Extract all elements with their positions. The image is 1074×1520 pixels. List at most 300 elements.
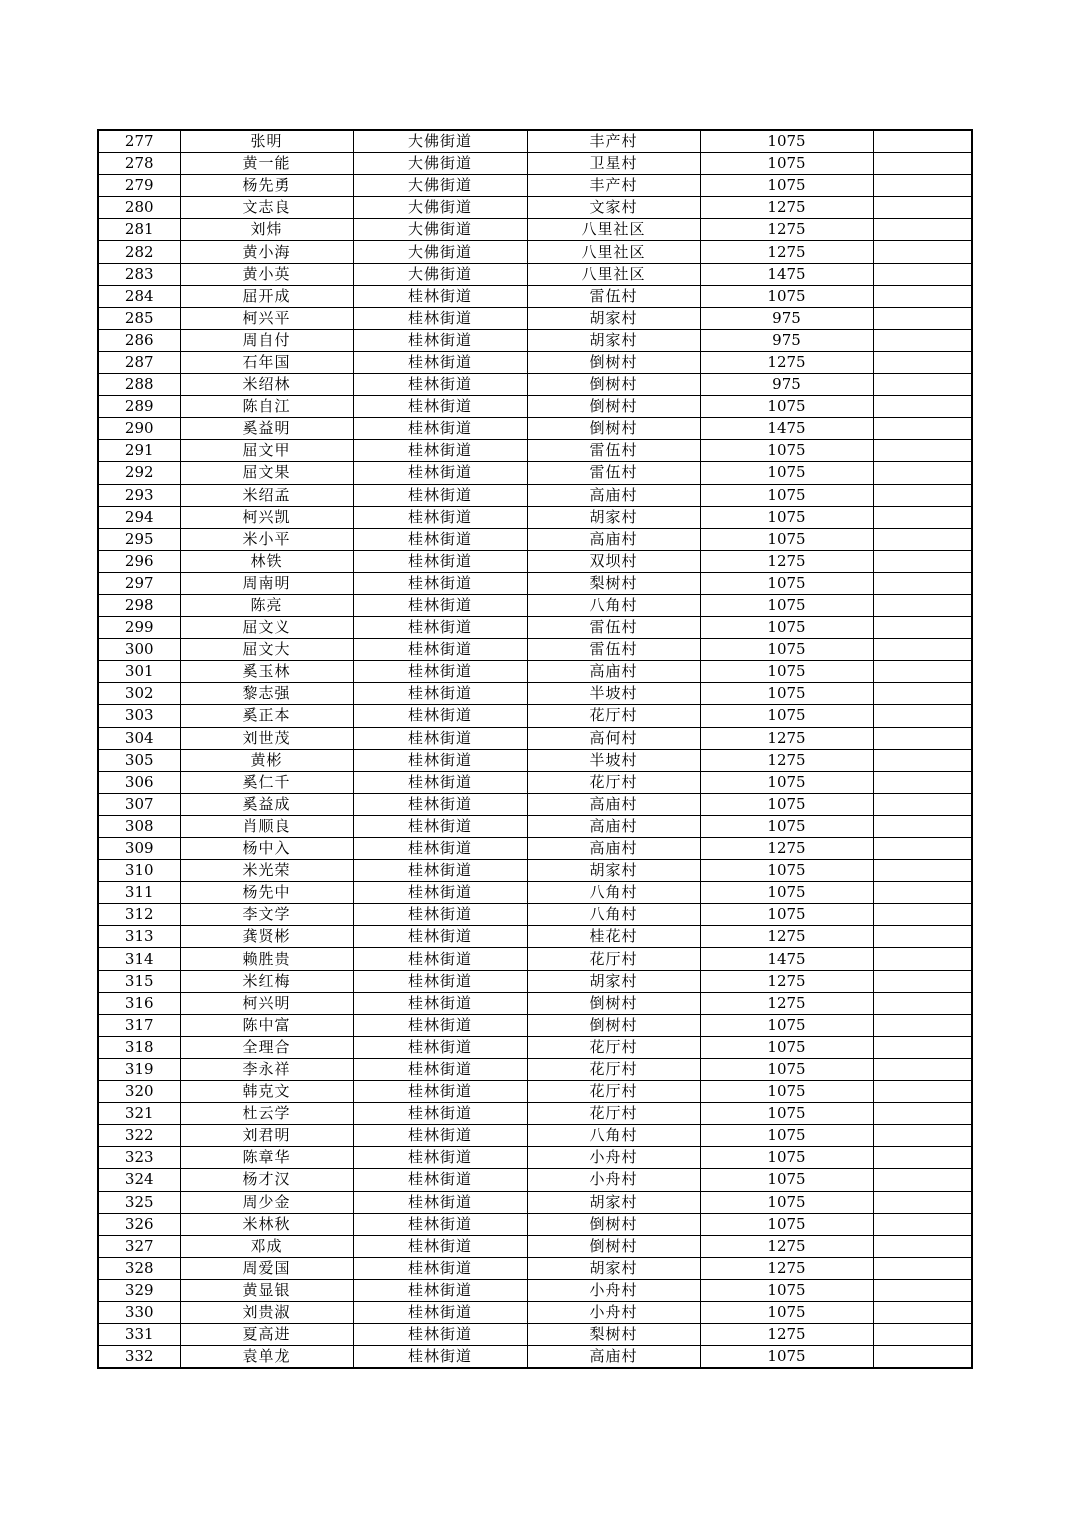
- street-cell: 大佛街道: [353, 219, 527, 241]
- row-number-cell: 327: [98, 1235, 180, 1257]
- row-number-cell: 290: [98, 418, 180, 440]
- person-name-cell: 周自付: [180, 329, 353, 351]
- remark-cell: [873, 793, 972, 815]
- person-name-cell: 李文学: [180, 904, 353, 926]
- person-name-cell: 屈开成: [180, 285, 353, 307]
- table-row: [98, 285, 972, 307]
- street-cell: 桂林街道: [353, 1103, 527, 1125]
- row-number-cell: 288: [98, 374, 180, 396]
- street-cell: 桂林街道: [353, 948, 527, 970]
- street-cell: 大佛街道: [353, 153, 527, 175]
- remark-cell: [873, 594, 972, 616]
- remark-cell: [873, 197, 972, 219]
- table-row: [98, 241, 972, 263]
- remark-cell: [873, 815, 972, 837]
- amount-cell: 1075: [700, 1191, 873, 1213]
- table-row: [98, 749, 972, 771]
- street-cell: 桂林街道: [353, 661, 527, 683]
- person-name-cell: 柯兴凯: [180, 506, 353, 528]
- table-row: [98, 815, 972, 837]
- person-name-cell: 屈文义: [180, 617, 353, 639]
- person-name-cell: 米小平: [180, 528, 353, 550]
- row-number-cell: 297: [98, 572, 180, 594]
- row-number-cell: 295: [98, 528, 180, 550]
- person-name-cell: 陈中富: [180, 1014, 353, 1036]
- table-row: [98, 506, 972, 528]
- row-number-cell: 322: [98, 1125, 180, 1147]
- row-number-cell: 316: [98, 992, 180, 1014]
- village-cell: 倒树村: [527, 418, 700, 440]
- amount-cell: 1075: [700, 396, 873, 418]
- person-name-cell: 黎志强: [180, 683, 353, 705]
- amount-cell: 1075: [700, 683, 873, 705]
- street-cell: 桂林街道: [353, 860, 527, 882]
- village-cell: 高庙村: [527, 1346, 700, 1369]
- table-row: [98, 175, 972, 197]
- village-cell: 文家村: [527, 197, 700, 219]
- row-number-cell: 292: [98, 462, 180, 484]
- village-cell: 倒树村: [527, 1235, 700, 1257]
- village-cell: 小舟村: [527, 1279, 700, 1301]
- village-cell: 花厅村: [527, 705, 700, 727]
- table-row: [98, 528, 972, 550]
- street-cell: 桂林街道: [353, 793, 527, 815]
- row-number-cell: 286: [98, 329, 180, 351]
- street-cell: 桂林街道: [353, 749, 527, 771]
- person-name-cell: 周少金: [180, 1191, 353, 1213]
- person-name-cell: 屈文果: [180, 462, 353, 484]
- table-row: [98, 1147, 972, 1169]
- row-number-cell: 293: [98, 484, 180, 506]
- street-cell: 桂林街道: [353, 882, 527, 904]
- street-cell: 桂林街道: [353, 1235, 527, 1257]
- remark-cell: [873, 683, 972, 705]
- person-name-cell: 袁单龙: [180, 1346, 353, 1369]
- remark-cell: [873, 948, 972, 970]
- row-number-cell: 304: [98, 727, 180, 749]
- village-cell: 倒树村: [527, 1014, 700, 1036]
- remark-cell: [873, 440, 972, 462]
- street-cell: 桂林街道: [353, 1324, 527, 1346]
- amount-cell: 1075: [700, 594, 873, 616]
- table-row: [98, 374, 972, 396]
- row-number-cell: 291: [98, 440, 180, 462]
- amount-cell: 1075: [700, 175, 873, 197]
- street-cell: 桂林街道: [353, 1014, 527, 1036]
- remark-cell: [873, 1257, 972, 1279]
- amount-cell: 1075: [700, 572, 873, 594]
- table-row: [98, 1036, 972, 1058]
- village-cell: 半坡村: [527, 749, 700, 771]
- remark-cell: [873, 506, 972, 528]
- amount-cell: 1075: [700, 1346, 873, 1369]
- street-cell: 桂林街道: [353, 1301, 527, 1323]
- person-name-cell: 柯兴明: [180, 992, 353, 1014]
- person-name-cell: 米绍孟: [180, 484, 353, 506]
- person-name-cell: 龚贤彬: [180, 926, 353, 948]
- amount-cell: 1075: [700, 1058, 873, 1080]
- village-cell: 八里社区: [527, 219, 700, 241]
- remark-cell: [873, 970, 972, 992]
- row-number-cell: 331: [98, 1324, 180, 1346]
- amount-cell: 1075: [700, 882, 873, 904]
- table-row: [98, 683, 972, 705]
- village-cell: 胡家村: [527, 970, 700, 992]
- street-cell: 桂林街道: [353, 418, 527, 440]
- street-cell: 大佛街道: [353, 197, 527, 219]
- table-row: [98, 882, 972, 904]
- village-cell: 倒树村: [527, 1213, 700, 1235]
- table-row: [98, 130, 972, 153]
- street-cell: 桂林街道: [353, 285, 527, 307]
- street-cell: 桂林街道: [353, 484, 527, 506]
- street-cell: 桂林街道: [353, 1279, 527, 1301]
- person-name-cell: 陈自江: [180, 396, 353, 418]
- village-cell: 高何村: [527, 727, 700, 749]
- table-row: [98, 1279, 972, 1301]
- remark-cell: [873, 1036, 972, 1058]
- amount-cell: 1075: [700, 860, 873, 882]
- street-cell: 桂林街道: [353, 374, 527, 396]
- village-cell: 高庙村: [527, 838, 700, 860]
- person-name-cell: 奚益成: [180, 793, 353, 815]
- person-name-cell: 韩克文: [180, 1081, 353, 1103]
- street-cell: 桂林街道: [353, 572, 527, 594]
- person-name-cell: 黄一能: [180, 153, 353, 175]
- village-cell: 高庙村: [527, 484, 700, 506]
- remark-cell: [873, 263, 972, 285]
- row-number-cell: 299: [98, 617, 180, 639]
- remark-cell: [873, 1235, 972, 1257]
- village-cell: 八角村: [527, 882, 700, 904]
- person-name-cell: 周南明: [180, 572, 353, 594]
- amount-cell: 1075: [700, 1125, 873, 1147]
- table-row: [98, 1014, 972, 1036]
- village-cell: 花厅村: [527, 1036, 700, 1058]
- person-name-cell: 邓成: [180, 1235, 353, 1257]
- remark-cell: [873, 617, 972, 639]
- row-number-cell: 285: [98, 307, 180, 329]
- street-cell: 桂林街道: [353, 1036, 527, 1058]
- street-cell: 桂林街道: [353, 1147, 527, 1169]
- street-cell: 桂林街道: [353, 1191, 527, 1213]
- person-name-cell: 柯兴平: [180, 307, 353, 329]
- village-cell: 小舟村: [527, 1169, 700, 1191]
- row-number-cell: 300: [98, 639, 180, 661]
- amount-cell: 1275: [700, 992, 873, 1014]
- remark-cell: [873, 418, 972, 440]
- street-cell: 大佛街道: [353, 130, 527, 153]
- row-number-cell: 324: [98, 1169, 180, 1191]
- amount-cell: 1475: [700, 263, 873, 285]
- row-number-cell: 329: [98, 1279, 180, 1301]
- row-number-cell: 314: [98, 948, 180, 970]
- remark-cell: [873, 153, 972, 175]
- amount-cell: 1275: [700, 1324, 873, 1346]
- row-number-cell: 323: [98, 1147, 180, 1169]
- street-cell: 桂林街道: [353, 506, 527, 528]
- table-row: [98, 197, 972, 219]
- person-name-cell: 奚益明: [180, 418, 353, 440]
- table-row: [98, 594, 972, 616]
- row-number-cell: 311: [98, 882, 180, 904]
- remark-cell: [873, 285, 972, 307]
- amount-cell: 1275: [700, 749, 873, 771]
- row-number-cell: 328: [98, 1257, 180, 1279]
- person-name-cell: 奚玉林: [180, 661, 353, 683]
- village-cell: 胡家村: [527, 1257, 700, 1279]
- row-number-cell: 315: [98, 970, 180, 992]
- village-cell: 倒树村: [527, 351, 700, 373]
- amount-cell: 1275: [700, 970, 873, 992]
- table-row: [98, 1324, 972, 1346]
- amount-cell: 1075: [700, 506, 873, 528]
- row-number-cell: 305: [98, 749, 180, 771]
- person-name-cell: 黄小海: [180, 241, 353, 263]
- row-number-cell: 280: [98, 197, 180, 219]
- table-row: [98, 904, 972, 926]
- village-cell: 丰产村: [527, 130, 700, 153]
- row-number-cell: 330: [98, 1301, 180, 1323]
- person-name-cell: 文志良: [180, 197, 353, 219]
- row-number-cell: 307: [98, 793, 180, 815]
- person-name-cell: 杨先中: [180, 882, 353, 904]
- village-cell: 胡家村: [527, 860, 700, 882]
- amount-cell: 1475: [700, 948, 873, 970]
- table-row: [98, 263, 972, 285]
- remark-cell: [873, 727, 972, 749]
- remark-cell: [873, 219, 972, 241]
- village-cell: 胡家村: [527, 307, 700, 329]
- amount-cell: 975: [700, 374, 873, 396]
- person-name-cell: 刘世茂: [180, 727, 353, 749]
- table-row: [98, 572, 972, 594]
- remark-cell: [873, 749, 972, 771]
- remark-cell: [873, 572, 972, 594]
- remark-cell: [873, 771, 972, 793]
- table-row: [98, 1346, 972, 1369]
- person-name-cell: 全理合: [180, 1036, 353, 1058]
- table-row: [98, 1191, 972, 1213]
- street-cell: 桂林街道: [353, 440, 527, 462]
- amount-cell: 975: [700, 307, 873, 329]
- street-cell: 桂林街道: [353, 771, 527, 793]
- amount-cell: 1075: [700, 1103, 873, 1125]
- amount-cell: 1075: [700, 528, 873, 550]
- person-name-cell: 陈亮: [180, 594, 353, 616]
- amount-cell: 1275: [700, 197, 873, 219]
- street-cell: 桂林街道: [353, 992, 527, 1014]
- person-name-cell: 米红梅: [180, 970, 353, 992]
- village-cell: 梨树村: [527, 572, 700, 594]
- remark-cell: [873, 528, 972, 550]
- row-number-cell: 296: [98, 550, 180, 572]
- remark-cell: [873, 374, 972, 396]
- street-cell: 桂林街道: [353, 838, 527, 860]
- table-row: [98, 1169, 972, 1191]
- village-cell: 双坝村: [527, 550, 700, 572]
- remark-cell: [873, 1346, 972, 1369]
- person-name-cell: 米林秋: [180, 1213, 353, 1235]
- table-row: [98, 329, 972, 351]
- person-name-cell: 米光荣: [180, 860, 353, 882]
- remark-cell: [873, 1279, 972, 1301]
- village-cell: 高庙村: [527, 815, 700, 837]
- person-name-cell: 杜云学: [180, 1103, 353, 1125]
- village-cell: 雷伍村: [527, 462, 700, 484]
- amount-cell: 1275: [700, 926, 873, 948]
- amount-cell: 1275: [700, 727, 873, 749]
- remark-cell: [873, 396, 972, 418]
- table-row: [98, 440, 972, 462]
- remark-cell: [873, 1191, 972, 1213]
- amount-cell: 1075: [700, 1213, 873, 1235]
- remark-cell: [873, 1147, 972, 1169]
- amount-cell: 1075: [700, 1279, 873, 1301]
- table-row: [98, 617, 972, 639]
- village-cell: 倒树村: [527, 374, 700, 396]
- street-cell: 桂林街道: [353, 705, 527, 727]
- table-row: [98, 1103, 972, 1125]
- row-number-cell: 321: [98, 1103, 180, 1125]
- street-cell: 大佛街道: [353, 263, 527, 285]
- row-number-cell: 281: [98, 219, 180, 241]
- person-name-cell: 林铁: [180, 550, 353, 572]
- street-cell: 桂林街道: [353, 1081, 527, 1103]
- village-cell: 雷伍村: [527, 440, 700, 462]
- row-number-cell: 298: [98, 594, 180, 616]
- person-name-cell: 屈文甲: [180, 440, 353, 462]
- row-number-cell: 309: [98, 838, 180, 860]
- person-name-cell: 夏高进: [180, 1324, 353, 1346]
- village-cell: 雷伍村: [527, 617, 700, 639]
- person-name-cell: 奚仁千: [180, 771, 353, 793]
- row-number-cell: 287: [98, 351, 180, 373]
- table-row: [98, 351, 972, 373]
- village-cell: 胡家村: [527, 1191, 700, 1213]
- table-row: [98, 727, 972, 749]
- row-number-cell: 332: [98, 1346, 180, 1369]
- amount-cell: 1075: [700, 793, 873, 815]
- table-row: [98, 793, 972, 815]
- subsidy-table: [97, 129, 973, 1369]
- amount-cell: 1075: [700, 904, 873, 926]
- village-cell: 八角村: [527, 594, 700, 616]
- street-cell: 桂林街道: [353, 639, 527, 661]
- person-name-cell: 黄小英: [180, 263, 353, 285]
- street-cell: 桂林街道: [353, 617, 527, 639]
- remark-cell: [873, 130, 972, 153]
- street-cell: 桂林街道: [353, 1169, 527, 1191]
- village-cell: 花厅村: [527, 1081, 700, 1103]
- village-cell: 半坡村: [527, 683, 700, 705]
- row-number-cell: 325: [98, 1191, 180, 1213]
- street-cell: 桂林街道: [353, 815, 527, 837]
- village-cell: 梨树村: [527, 1324, 700, 1346]
- row-number-cell: 301: [98, 661, 180, 683]
- amount-cell: 1075: [700, 462, 873, 484]
- street-cell: 桂林街道: [353, 727, 527, 749]
- amount-cell: 1275: [700, 1235, 873, 1257]
- remark-cell: [873, 1169, 972, 1191]
- street-cell: 桂林街道: [353, 1125, 527, 1147]
- remark-cell: [873, 329, 972, 351]
- person-name-cell: 石年国: [180, 351, 353, 373]
- amount-cell: 975: [700, 329, 873, 351]
- person-name-cell: 张明: [180, 130, 353, 153]
- amount-cell: 1275: [700, 1257, 873, 1279]
- remark-cell: [873, 705, 972, 727]
- row-number-cell: 319: [98, 1058, 180, 1080]
- table-row: [98, 307, 972, 329]
- row-number-cell: 283: [98, 263, 180, 285]
- table-row: [98, 838, 972, 860]
- table-row: [98, 1257, 972, 1279]
- table-row: [98, 1058, 972, 1080]
- row-number-cell: 317: [98, 1014, 180, 1036]
- remark-cell: [873, 462, 972, 484]
- remark-cell: [873, 1081, 972, 1103]
- street-cell: 桂林街道: [353, 396, 527, 418]
- street-cell: 桂林街道: [353, 351, 527, 373]
- table-row: [98, 948, 972, 970]
- table-row: [98, 550, 972, 572]
- amount-cell: 1075: [700, 705, 873, 727]
- street-cell: 桂林街道: [353, 1257, 527, 1279]
- remark-cell: [873, 860, 972, 882]
- village-cell: 桂花村: [527, 926, 700, 948]
- remark-cell: [873, 1103, 972, 1125]
- remark-cell: [873, 1058, 972, 1080]
- person-name-cell: 刘君明: [180, 1125, 353, 1147]
- remark-cell: [873, 175, 972, 197]
- person-name-cell: 刘贵淑: [180, 1301, 353, 1323]
- table-row: [98, 396, 972, 418]
- table-row: [98, 661, 972, 683]
- village-cell: 丰产村: [527, 175, 700, 197]
- row-number-cell: 294: [98, 506, 180, 528]
- street-cell: 桂林街道: [353, 550, 527, 572]
- person-name-cell: 杨先勇: [180, 175, 353, 197]
- person-name-cell: 刘炜: [180, 219, 353, 241]
- table-row: [98, 1235, 972, 1257]
- amount-cell: 1075: [700, 130, 873, 153]
- row-number-cell: 313: [98, 926, 180, 948]
- amount-cell: 1075: [700, 1036, 873, 1058]
- table-row: [98, 1081, 972, 1103]
- village-cell: 小舟村: [527, 1301, 700, 1323]
- person-name-cell: 李永祥: [180, 1058, 353, 1080]
- amount-cell: 1075: [700, 484, 873, 506]
- table-body: [98, 130, 972, 1368]
- person-name-cell: 杨中入: [180, 838, 353, 860]
- amount-cell: 1075: [700, 1014, 873, 1036]
- remark-cell: [873, 1213, 972, 1235]
- amount-cell: 1075: [700, 285, 873, 307]
- row-number-cell: 277: [98, 130, 180, 153]
- street-cell: 桂林街道: [353, 1058, 527, 1080]
- table-row: [98, 462, 972, 484]
- row-number-cell: 302: [98, 683, 180, 705]
- amount-cell: 1275: [700, 351, 873, 373]
- street-cell: 桂林街道: [353, 926, 527, 948]
- remark-cell: [873, 1125, 972, 1147]
- amount-cell: 1075: [700, 815, 873, 837]
- remark-cell: [873, 550, 972, 572]
- amount-cell: 1075: [700, 1169, 873, 1191]
- row-number-cell: 318: [98, 1036, 180, 1058]
- street-cell: 桂林街道: [353, 462, 527, 484]
